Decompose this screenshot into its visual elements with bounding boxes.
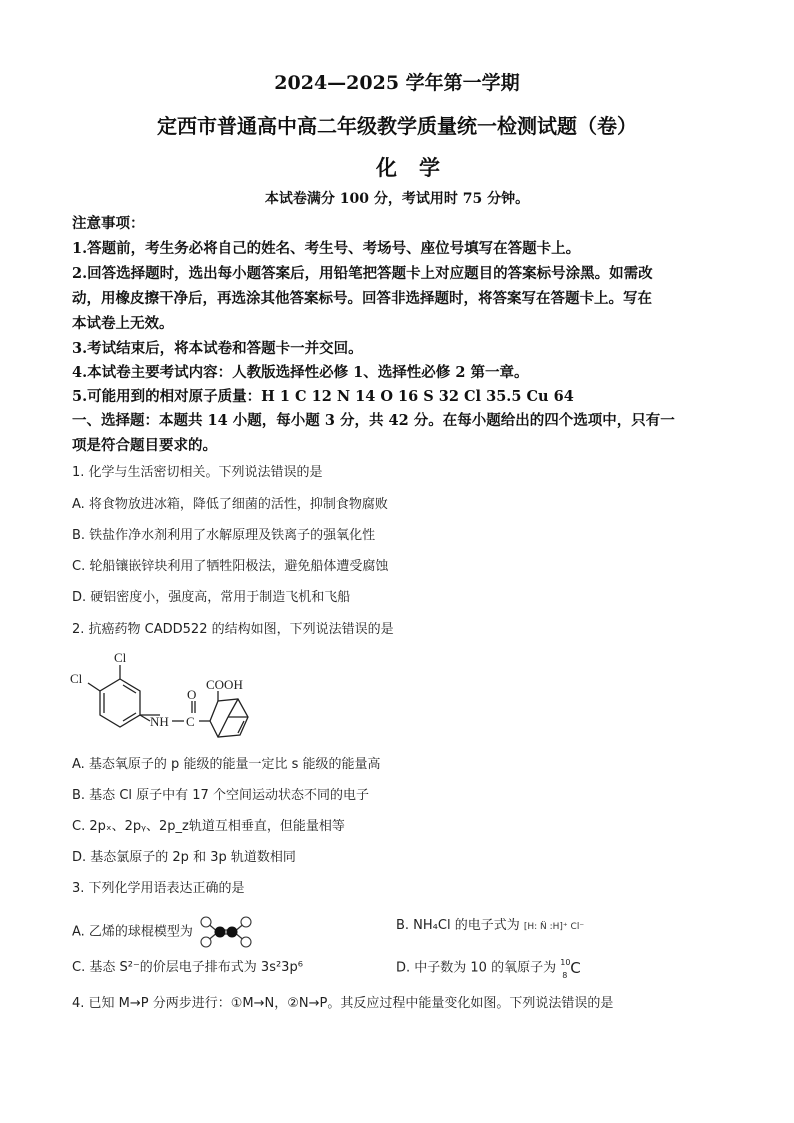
q2-option-c: C. 2pₓ、2pᵧ、2p_z轨道互相垂直，但能量相等: [72, 819, 345, 834]
q1-option-c: C. 轮船镶嵌锌块利用了牺牲阳极法，避免船体遭受腐蚀: [72, 559, 389, 574]
nuclide-symbol: [560, 958, 584, 978]
q3-option-c: C. 基态 S²⁻的价层电子排布式为 3s²3p⁶: [72, 960, 303, 975]
nuclide-mass-number: 10: [560, 958, 571, 967]
note-line: 2.回答选择题时，选出每小题答案后，用铅笔把答题卡上对应题目的答案标号涂黑。如需改: [72, 265, 653, 282]
cadd522-structure: [68, 645, 278, 755]
nuclide-element: C: [570, 959, 581, 977]
ethylene-ball-stick-icon: [197, 916, 255, 948]
q3-stem: 3. 下列化学用语表达正确的是: [72, 881, 245, 896]
nh-label: NH: [150, 714, 169, 729]
q2-option-a: A. 基态氧原子的 p 能级的能量一定比 s 能级的能量高: [72, 757, 381, 772]
note-line: 4.本试卷主要考试内容：人教版选择性必修 1、选择性必修 2 第一章。: [72, 364, 529, 381]
q3-option-a-text: A. 乙烯的球棍模型为: [72, 924, 193, 940]
carbonyl-c-label: C: [186, 714, 195, 729]
q1-option-a: A. 将食物放进冰箱，降低了细菌的活性，抑制食物腐败: [72, 497, 388, 512]
nh4cl-electron-formula: [H: N̈ :H]⁺ Cl⁻: [523, 922, 585, 932]
q3-option-d: [396, 958, 584, 979]
score-info: 本试卷满分 100 分，考试用时 75 分钟。: [264, 191, 530, 207]
q2-option-b: B. 基态 Cl 原子中有 17 个空间运动状态不同的电子: [72, 788, 369, 803]
exam-term: 2024—2025 学年第一学期: [274, 72, 520, 94]
q4-stem: 4. 已知 M→P 分两步进行：①M→N，②N→P。其反应过程中能量变化如图。下列说法错误的是: [72, 996, 614, 1011]
subject-title: 化学: [376, 155, 462, 180]
q1-option-d: D. 硬铝密度小，强度高，常用于制造飞机和飞船: [72, 590, 351, 605]
cl-label-top: Cl: [114, 650, 127, 665]
cooh-label: COOH: [206, 677, 243, 692]
notes-heading: 注意事项：: [72, 215, 145, 232]
section-heading: 一、选择题：本题共 14 小题，每小题 3 分，共 42 分。在每小题给出的四个选项中，只有一: [72, 412, 675, 429]
q3-option-d-text: D. 中子数为 10 的氧原子为: [396, 960, 557, 976]
q3-option-b: [396, 916, 584, 937]
q2-option-d: D. 基态氯原子的 2p 和 3p 轨道数相同: [72, 850, 296, 865]
nuclide-atomic-number: 8: [562, 971, 568, 980]
note-line: 3.考试结束后，将本试卷和答题卡一并交回。: [72, 340, 363, 357]
note-line: 1.答题前，考生务必将自己的姓名、考生号、考场号、座位号填写在答题卡上。: [72, 240, 581, 257]
q1-option-b: B. 铁盐作净水剂利用了水解原理及铁离子的强氧化性: [72, 528, 376, 543]
section-heading-cont: 项是符合题目要求的。: [72, 437, 217, 454]
cl-label-left: Cl: [70, 671, 83, 686]
q3-option-b-text: B. NH₄Cl 的电子式为: [396, 918, 520, 933]
note-line: 本试卷上无效。: [72, 315, 174, 332]
exam-title: 定西市普通高中高二年级教学质量统一检测试题（卷）: [157, 114, 637, 138]
carbonyl-o-label: O: [187, 687, 197, 702]
q3-option-a: [72, 916, 392, 948]
note-line: 动，用橡皮擦干净后，再选涂其他答案标号。回答非选择题时，将答案写在答题卡上。写在: [72, 290, 652, 307]
q2-stem: 2. 抗癌药物 CADD522 的结构如图，下列说法错误的是: [72, 622, 394, 637]
note-line: 5.可能用到的相对原子质量：H 1 C 12 N 14 O 16 S 32 Cl 35.5 Cu 64: [72, 388, 574, 405]
q1-stem: 1. 化学与生活密切相关。下列说法错误的是: [72, 465, 323, 480]
